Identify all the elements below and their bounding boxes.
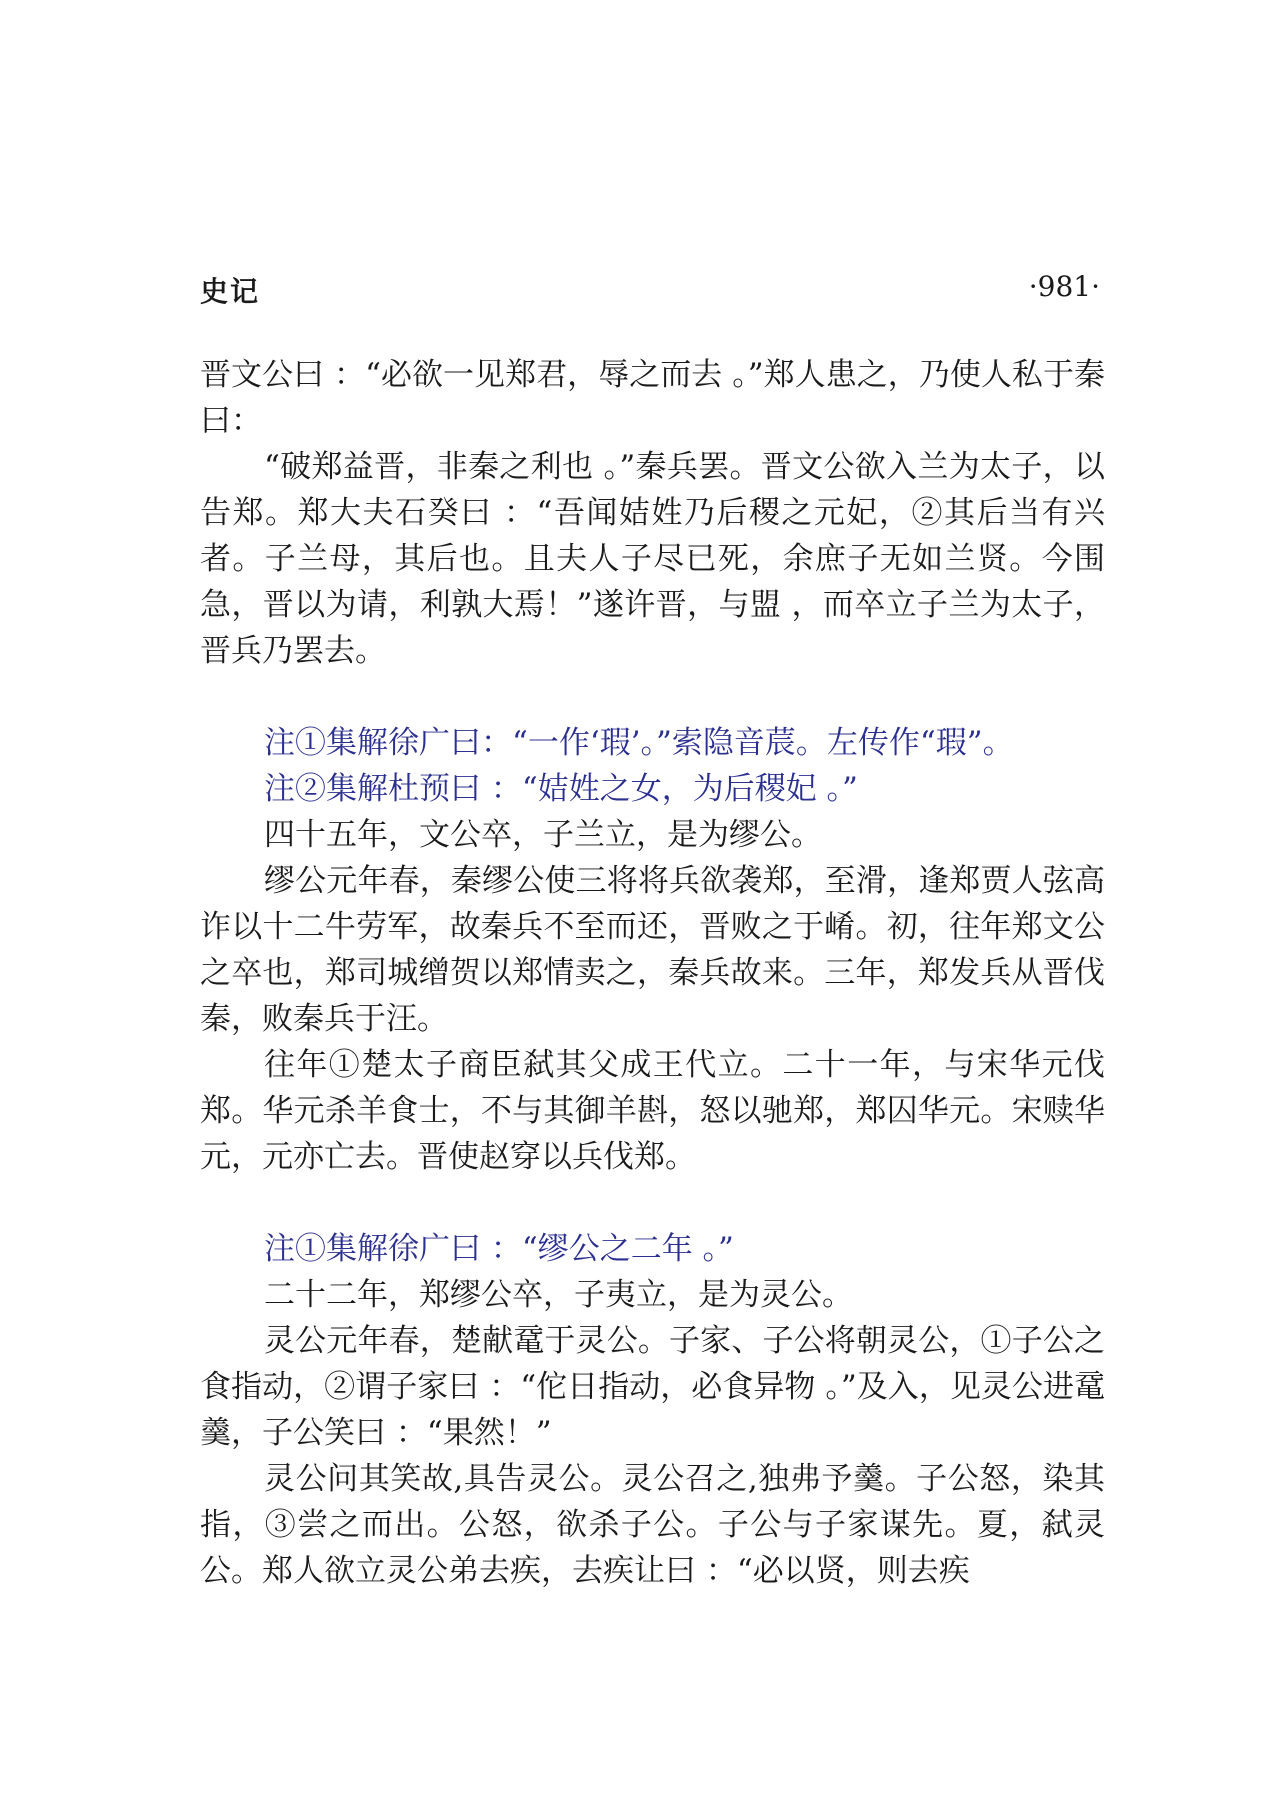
running-head — [200, 270, 1100, 310]
paragraph: 缪公元年春，秦缪公使三将将兵欲袭郑，至滑，逢郑贾人弦高诈以十二牛劳军，故秦兵不至而还，晋败之于崤。初，往年郑文公之卒也，郑司城缯贺以郑情卖之，秦兵故来。三年，郑发兵从晋伐秦，败秦兵于汪。 — [200, 863, 1105, 1037]
paragraph: 往年①楚太子商臣弑其父成王代立。二十一年，与宋华元伐郑。华元杀羊食士，不与其御羊斟，怒以驰郑，郑囚华元。宋赎华元，元亦亡去。晋使赵穿以兵伐郑。 — [200, 1047, 1105, 1175]
paragraph: 二十二年，郑缪公卒，子夷立，是为灵公。 — [264, 1277, 853, 1313]
footnote: 注①集解徐广曰 ：“缪公之二年 。” — [264, 1231, 734, 1267]
book-title: 史记 — [200, 275, 261, 308]
paragraph: 灵公元年春，楚献鼋于灵公。子家、子公将朝灵公，①子公之食指动，②谓子家曰 ：“佗日指动，必食异物 。”及入，见灵公进鼋羹，子公笑曰 ：“果然！” — [200, 1323, 1105, 1451]
paragraph: “破郑益晋，非秦之利也 。”秦兵罢。晋文公欲入兰为太子，以告郑。郑大夫石癸曰 ：“吾闻姞姓乃后稷之元妃，②其后当有兴者。子兰母，其后也。且夫人子尽已死，余庶子无如兰贤。今围急，晋以为请，利孰大焉！”遂许晋，与盟 ，而卒立子兰为太子，晋兵乃罢去。 — [200, 449, 1105, 669]
paragraph: 四十五年，文公卒，子兰立，是为缪公。 — [264, 817, 822, 853]
paragraph: 晋文公曰 ：“必欲一见郑君，辱之而去 。”郑人患之，乃使人私于秦曰： — [200, 357, 1105, 439]
section-gap — [200, 674, 1105, 720]
page-number: ·981· — [1028, 270, 1100, 303]
paragraph: 灵公问其笑故,具告灵公。灵公召之,独弗予羹。子公怒，染其指，③尝之而出。公怒，欲杀子公。子公与子家谋先。夏，弑灵公。郑人欲立灵公弟去疾，去疾让曰 ：“必以贤，则去疾 — [200, 1461, 1105, 1589]
page-body — [200, 352, 1105, 1594]
section-gap — [200, 1180, 1105, 1226]
footnote: 注②集解杜预曰 ：“姞姓之女，为后稷妃 。” — [264, 771, 858, 807]
footnote: 注①集解徐广曰：“一作‘瑕’。”索隐音莀。左传作“瑕”。 — [264, 725, 1014, 761]
